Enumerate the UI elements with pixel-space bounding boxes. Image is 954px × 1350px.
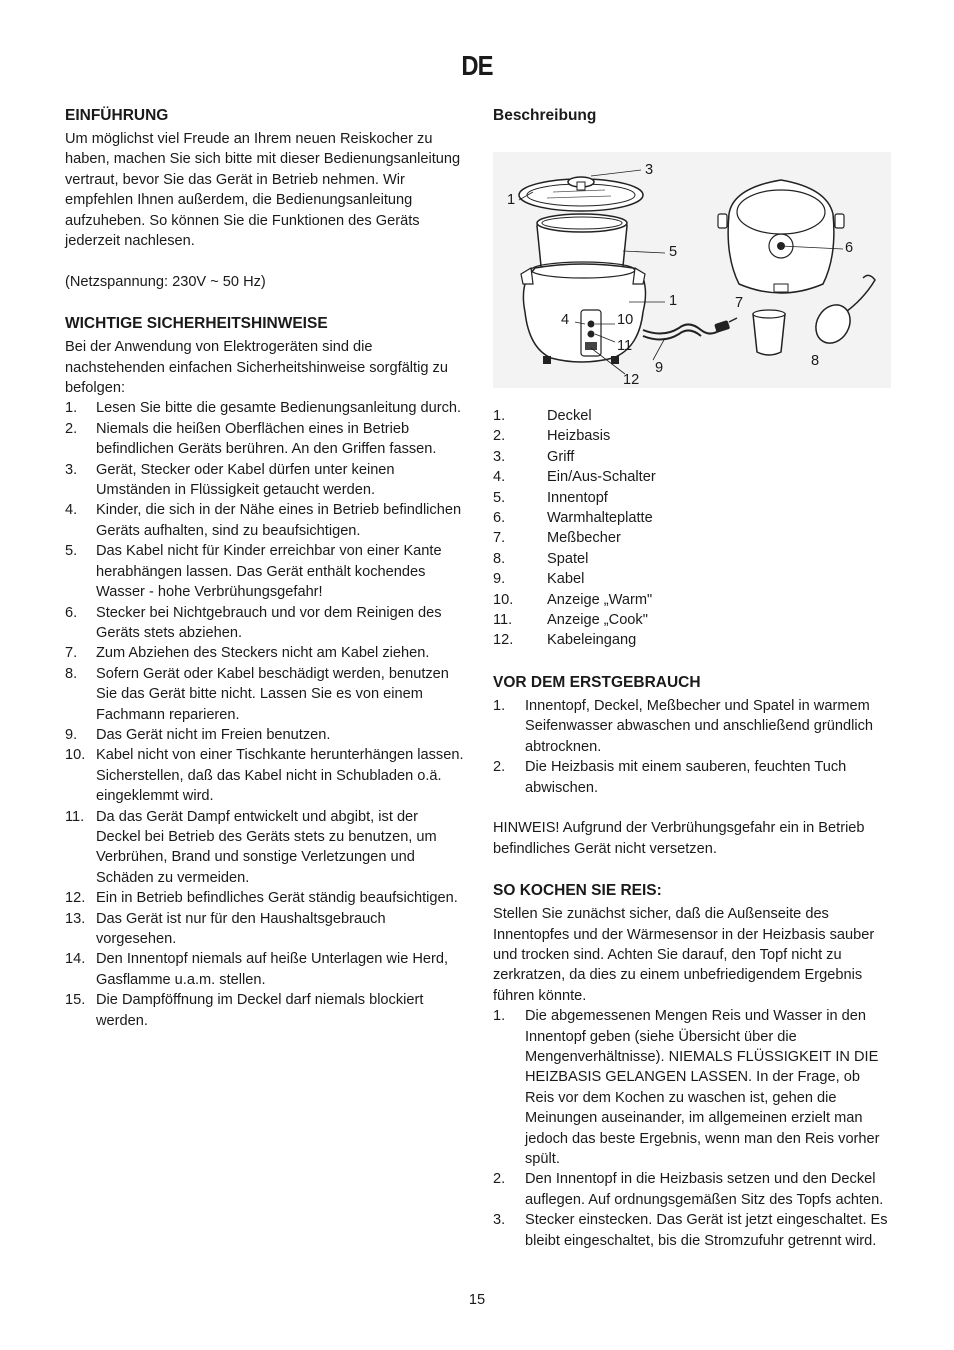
safety-item <box>65 398 465 418</box>
part-item-text: Anzeige „Warm" <box>547 591 653 608</box>
figure-callout-label: 7 <box>735 295 744 311</box>
safety-item-number: 15. <box>65 992 86 1009</box>
safety-item-text: Sofern Gerät oder Kabel beschädigt werden, benutzen Sie das Gerät bitte nicht. Lassen Sie es von einem Fachmann reparieren. <box>96 665 449 723</box>
part-item <box>493 508 893 528</box>
figure-callout-label: 9 <box>655 360 664 376</box>
figure-callout-label: 1 <box>507 192 516 208</box>
safety-item <box>65 745 465 806</box>
safety-item-text: Den Innentopf niemals auf heiße Unterlagen wie Herd, Gasflamme u.a.m. stellen. <box>96 951 449 988</box>
safety-item-number: 3. <box>65 461 78 478</box>
part-item <box>493 528 893 548</box>
part-item <box>493 426 893 446</box>
first-use-heading: VOR DEM ERSTGEBRAUCH <box>493 673 701 691</box>
cooking-list <box>493 1006 893 1251</box>
part-item-number: 2. <box>493 428 506 445</box>
first-use-step-number: 1. <box>493 697 506 714</box>
safety-item <box>65 603 465 644</box>
part-item-number: 7. <box>493 530 506 547</box>
safety-item-text: Die Dampföffnung im Deckel darf niemals blockiert werden. <box>96 992 424 1029</box>
first-use-step-number: 2. <box>493 759 506 776</box>
rice-cooker-illustration <box>493 152 891 388</box>
safety-item <box>65 541 465 602</box>
part-item-text: Anzeige „Cook" <box>547 612 648 629</box>
safety-item-text: Kinder, die sich in der Nähe eines in Betrieb befindlichen Geräts aufhalten, sind zu beaufsichtigen. <box>96 502 462 539</box>
part-item-text: Warmhalteplatte <box>547 510 653 527</box>
safety-item <box>65 949 465 990</box>
part-item <box>493 406 893 426</box>
safety-item <box>65 460 465 501</box>
safety-item-number: 11. <box>65 808 85 825</box>
safety-item-text: Da das Gerät Dampf entwickelt und abgibt, ist der Deckel bei Betrieb des Geräts stets zu benutzen, um Verbrühen, Brand und sonstige Verletzungen und Schäden zu vermeiden. <box>96 808 437 886</box>
figure-callout-label: 12 <box>623 372 640 388</box>
part-item <box>493 569 893 589</box>
cooking-intro: Stellen Sie zunächst sicher, daß die Außenseite des Innentopfes und der Wärmesensor in der Heizbasis sauber und trocken sind. Achten Sie darauf, den Topf nicht zu zerkratzen, da dies zu einem unbefriedigendem Ergebnis führen könnte. <box>493 906 875 1004</box>
safety-item-text: Das Kabel nicht für Kinder erreichbar von einer Kante herabhängen lassen. Das Gerät enthält kochendes Wasser - hohe Verbrühungsgefahr! <box>96 543 442 601</box>
safety-item-text: Das Gerät nicht im Freien benutzen. <box>96 726 331 743</box>
cooking-step-number: 1. <box>493 1008 506 1025</box>
part-item-number: 4. <box>493 469 506 486</box>
part-item-number: 1. <box>493 408 506 424</box>
cooking-heading: SO KOCHEN SIE REIS: <box>493 882 662 900</box>
cooking-step <box>493 1169 893 1210</box>
part-item-text: Griff <box>547 448 575 465</box>
safety-item-text: Ein in Betrieb befindliches Gerät ständig beaufsichtigen. <box>96 890 458 907</box>
description-heading: Beschreibung <box>493 107 597 124</box>
safety-item-number: 13. <box>65 910 86 927</box>
intro-section <box>65 106 465 292</box>
safety-item-text: Das Gerät ist nur für den Haushaltsgebrauch vorgesehen. <box>96 910 386 948</box>
safety-item-number: 8. <box>65 665 78 682</box>
safety-item-number: 12. <box>65 890 86 907</box>
description-section <box>493 106 893 651</box>
part-item-number: 11. <box>493 612 513 629</box>
first-use-step-text: Die Heizbasis mit einem sauberen, feuchten Tuch abwischen. <box>525 759 847 796</box>
safety-list <box>65 398 465 1031</box>
cooking-step <box>493 1006 893 1169</box>
safety-item-number: 4. <box>65 502 78 519</box>
safety-item-text: Stecker bei Nichtgebrauch und vor dem Reinigen des Geräts stets abziehen. <box>96 604 442 641</box>
safety-section <box>65 314 465 1031</box>
safety-item <box>65 419 465 460</box>
intro-heading: EINFÜHRUNG <box>65 107 169 124</box>
right-column <box>493 106 893 1251</box>
voltage-note: (Netzspannung: 230V ~ 50 Hz) <box>65 273 266 290</box>
part-item-number: 8. <box>493 550 506 567</box>
safety-item-number: 14. <box>65 951 86 968</box>
part-item-text: Kabel <box>547 571 585 588</box>
safety-item-text: Kabel nicht von einer Tischkante herunterhängen lassen. Sicherstellen, daß das Kabel nicht in Schubladen o.ä. eingeklemmt wird. <box>96 747 464 805</box>
figure-callout-label: 10 <box>617 312 634 328</box>
part-item-text: Deckel <box>547 408 592 424</box>
safety-item-number: 7. <box>65 645 78 662</box>
cooking-step <box>493 1210 893 1251</box>
cooking-step-number: 2. <box>493 1171 506 1188</box>
part-item-number: 5. <box>493 489 506 506</box>
cooking-step-text: Die abgemessenen Mengen Reis und Wasser in den Innentopf geben (siehe Übersicht über die Mengenverhältnisse). NIEMALS FLÜSSIGKEIT IN DIE HEIZBASIS GELANGEN LASSEN. In der Frage, ob Reis vor dem Kochen zu waschen ist, gehen die Meinungen auseinander, im allgemeinen erzielt man jedoch das beste Ergebnis, wenn man den Reis vorher spült. <box>525 1008 880 1167</box>
part-item <box>493 467 893 487</box>
cooking-step-text: Stecker einstecken. Das Gerät ist jetzt eingeschaltet. Es bleibt eingeschaltet, bis die Stromzufuhr getrennt wird. <box>525 1212 888 1249</box>
first-use-list <box>493 696 893 798</box>
safety-item-number: 10. <box>65 747 86 764</box>
figure-callout-label: 8 <box>811 353 820 369</box>
part-item <box>493 549 893 569</box>
first-use-section <box>493 673 893 859</box>
cooking-section <box>493 881 893 1251</box>
part-item <box>493 630 893 650</box>
intro-text: Um möglichst viel Freude an Ihrem neuen Reiskocher zu haben, machen Sie sich bitte mit dieser Bedienungsanleitung vertraut, bevor Sie das Gerät in Betrieb nehmen. Wir empfehlen Ihnen außerdem, die Bedienungsanleitung aufzuheben. So können Sie die Funktionen des Geräts jederzeit nachlesen. <box>65 131 461 250</box>
page-number: 15 <box>468 1292 486 1308</box>
parts-list <box>493 406 893 651</box>
rice-cooker-diagram <box>493 152 891 388</box>
safety-item <box>65 888 465 908</box>
safety-item-text: Gerät, Stecker oder Kabel dürfen unter keinen Umständen in Flüssigkeit getaucht werden. <box>96 461 395 499</box>
language-header: DE <box>461 50 493 81</box>
part-item-text: Heizbasis <box>547 428 611 445</box>
part-item-text: Innentopf <box>547 489 608 506</box>
safety-item <box>65 664 465 725</box>
figure-callout-label: 11 <box>617 338 633 354</box>
part-item-number: 9. <box>493 571 506 588</box>
safety-item <box>65 643 465 663</box>
first-use-step-text: Innentopf, Deckel, Meßbecher und Spatel in warmem Seifenwasser abwaschen und anschließend gründlich abtrocknen. <box>525 697 874 755</box>
safety-item <box>65 500 465 541</box>
part-item-number: 6. <box>493 510 506 527</box>
cooking-step-text: Den Innentopf in die Heizbasis setzen und den Deckel auflegen. Auf ordnungsgemäßen Sitz des Topfs achten. <box>525 1171 884 1208</box>
cooking-step-number: 3. <box>493 1212 506 1229</box>
part-item-number: 12. <box>493 632 514 649</box>
safety-item-number: 5. <box>65 543 78 560</box>
safety-item-number: 1. <box>65 400 78 417</box>
part-item-number: 10. <box>493 591 514 608</box>
safety-intro: Bei der Anwendung von Elektrogeräten sind die nachstehenden einfachen Sicherheitshinweise sorgfältig zu befolgen: <box>65 339 448 397</box>
part-item <box>493 447 893 467</box>
figure-callout-label: 5 <box>669 244 678 260</box>
safety-item-number: 2. <box>65 420 78 437</box>
figure-callout-label: 6 <box>845 240 854 256</box>
safety-item <box>65 990 465 1031</box>
part-item-text: Ein/Aus-Schalter <box>547 469 656 486</box>
safety-item-number: 6. <box>65 604 78 621</box>
safety-item-number: 9. <box>65 726 78 743</box>
first-use-step <box>493 696 893 757</box>
first-use-step <box>493 757 893 798</box>
safety-item-text: Niemals die heißen Oberflächen eines in Betrieb befindlichen Geräts berühren. An den Griffen fassen. <box>96 420 437 458</box>
measuring-cup-shape <box>753 314 785 355</box>
safety-item <box>65 725 465 745</box>
safety-item <box>65 807 465 889</box>
part-item-number: 3. <box>493 448 506 465</box>
part-item <box>493 488 893 508</box>
figure-callout-label: 1 <box>669 293 678 309</box>
left-column <box>65 106 465 1031</box>
part-item-text: Spatel <box>547 550 589 567</box>
first-use-note: HINWEIS! Aufgrund der Verbrühungsgefahr ein in Betrieb befindliches Gerät nicht versetzen. <box>493 820 865 857</box>
part-item <box>493 610 893 630</box>
part-item <box>493 590 893 610</box>
figure-callout-label: 4 <box>561 312 570 328</box>
base-back-view-shape <box>728 180 834 293</box>
figure-callout-label: 3 <box>645 162 654 178</box>
safety-item-text: Zum Abziehen des Steckers nicht am Kabel ziehen. <box>96 645 430 662</box>
safety-item-text: Lesen Sie bitte die gesamte Bedienungsanleitung durch. <box>96 400 462 417</box>
part-item-text: Meßbecher <box>547 530 621 547</box>
safety-heading: WICHTIGE SICHERHEITSHINWEISE <box>65 315 328 333</box>
part-item-text: Kabeleingang <box>547 632 637 649</box>
safety-item <box>65 909 465 950</box>
